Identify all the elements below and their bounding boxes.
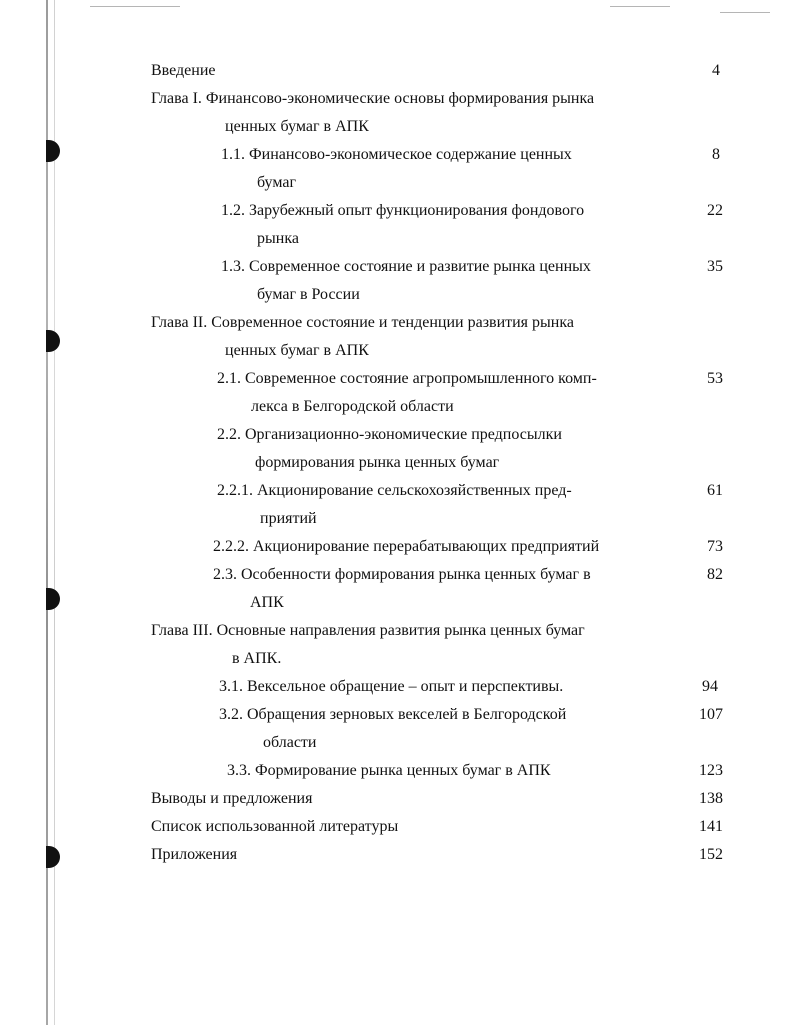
toc-entry-section-1-3-cont: бумаг в России bbox=[257, 286, 360, 303]
toc-entry-conclusions: Выводы и предложения bbox=[151, 790, 313, 807]
toc-entry-section-2-3-cont: АПК bbox=[250, 594, 284, 611]
toc-entry-section-2-2-1-cont: приятий bbox=[260, 510, 317, 527]
toc-entry-chapter-1-cont: ценных бумаг в АПК bbox=[225, 118, 369, 135]
toc-entry-section-2-2-cont: формирования рынка ценных бумаг bbox=[255, 454, 500, 471]
toc-entry-section-3-2-cont: области bbox=[263, 734, 317, 751]
toc-entry-section-3-3: 3.3. Формирование рынка ценных бумаг в АПК bbox=[227, 762, 551, 779]
toc-page-number: 53 bbox=[707, 370, 723, 387]
toc-page-number: 22 bbox=[707, 202, 723, 219]
toc-entry-appendices: Приложения bbox=[151, 846, 238, 863]
toc-page-number: 4 bbox=[712, 62, 720, 79]
toc-entry-section-2-2: 2.2. Организационно-экономические предпосылки bbox=[217, 426, 562, 443]
toc-entry-section-2-3: 2.3. Особенности формирования рынка ценных бумаг в bbox=[213, 566, 591, 583]
toc-entry-section-2-2-1: 2.2.1. Акционирование сельскохозяйственных пред- bbox=[217, 482, 572, 499]
toc-page-number: 94 bbox=[702, 678, 718, 695]
toc-page-number: 8 bbox=[712, 146, 720, 163]
toc-page-number: 107 bbox=[699, 706, 723, 723]
toc-entry-section-2-2-2: 2.2.2. Акционирование перерабатывающих предприятий bbox=[213, 538, 600, 555]
toc-page-number: 123 bbox=[699, 762, 723, 779]
toc-entry-section-1-1: 1.1. Финансово-экономическое содержание ценных bbox=[221, 146, 572, 163]
toc-page-number: 141 bbox=[699, 818, 723, 835]
toc-entry-chapter-3: Глава III. Основные направления развития рынка ценных бумаг bbox=[151, 622, 585, 639]
toc-entry-introduction: Введение bbox=[151, 62, 216, 79]
toc-entry-chapter-1: Глава I. Финансово-экономические основы формирования рынка bbox=[151, 90, 595, 107]
toc-entry-section-2-1: 2.1. Современное состояние агропромышленного комп- bbox=[217, 370, 597, 387]
toc-entry-section-1-2-cont: рынка bbox=[257, 230, 299, 247]
toc-entry-chapter-3-cont: в АПК. bbox=[232, 650, 282, 667]
toc-page-number: 61 bbox=[707, 482, 723, 499]
toc-page-number: 152 bbox=[699, 846, 723, 863]
toc-page-number: 35 bbox=[707, 258, 723, 275]
toc-entry-section-3-2: 3.2. Обращения зерновых векселей в Белгородской bbox=[219, 706, 567, 723]
toc-entry-section-2-1-cont: лекса в Белгородской области bbox=[251, 398, 454, 415]
toc-page-number: 73 bbox=[707, 538, 723, 555]
toc-entry-chapter-2: Глава II. Современное состояние и тенденции развития рынка bbox=[151, 314, 574, 331]
toc-page-number: 138 bbox=[699, 790, 723, 807]
toc-entry-section-3-1: 3.1. Вексельное обращение – опыт и перспективы. bbox=[219, 678, 564, 695]
toc-entry-chapter-2-cont: ценных бумаг в АПК bbox=[225, 342, 369, 359]
toc-entry-section-1-2: 1.2. Зарубежный опыт функционирования фондового bbox=[221, 202, 585, 219]
toc-entry-section-1-3: 1.3. Современное состояние и развитие рынка ценных bbox=[221, 258, 591, 275]
toc-page-number: 82 bbox=[707, 566, 723, 583]
toc-entry-section-1-1-cont: бумаг bbox=[257, 174, 296, 191]
toc-entry-bibliography: Список использованной литературы bbox=[151, 818, 399, 835]
